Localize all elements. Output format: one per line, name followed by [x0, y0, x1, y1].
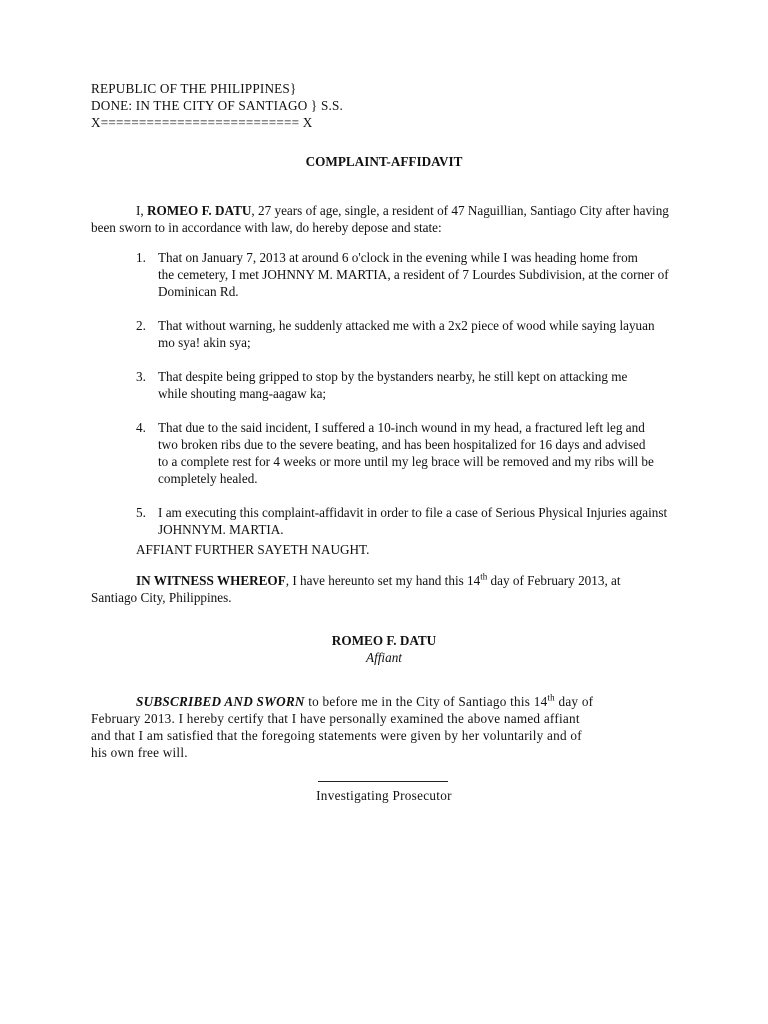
signature-line — [318, 781, 448, 782]
intro-rest: , 27 years of age, single, a resident of 47 Naguillian, Santiago City after having — [251, 203, 669, 218]
item-number: 1. — [136, 250, 146, 265]
caption-line-3: X========================== X — [91, 115, 313, 130]
jurat-line-4: his own free will. — [91, 745, 188, 760]
list-item — [136, 504, 678, 538]
signatory-name: ROMEO F. DATU — [331, 633, 437, 648]
witness-line-2: Santiago City, Philippines. — [91, 590, 232, 605]
item-number: 3. — [136, 369, 146, 384]
affiant-signature-block — [0, 632, 768, 666]
case-caption — [91, 80, 411, 131]
jurat-line-2: February 2013. I hereby certify that I have personally examined the above named affiant — [91, 711, 580, 726]
jurat-sup: th — [547, 692, 555, 703]
item-line: the cemetery, I met JOHNNY M. MARTIA, a resident of 7 Lourdes Subdivision, at the corner of — [158, 267, 669, 282]
item-line: while shouting mang-aagaw ka; — [158, 386, 327, 401]
item-line: I am executing this complaint-affidavit in order to file a case of Serious Physical Injuries against — [158, 505, 668, 520]
item-line: That on January 7, 2013 at around 6 o'clock in the evening while I was heading home from — [158, 250, 638, 265]
jurat-paragraph — [91, 693, 678, 761]
affiant-name: ROMEO F. DATU — [147, 203, 252, 218]
list-item — [136, 368, 678, 402]
item-number: 5. — [136, 505, 146, 520]
item-line: two broken ribs due to the severe beating, and has been hospitalized for 16 days and advised — [158, 437, 646, 452]
intro-line-1 — [91, 202, 678, 219]
document-title: COMPLAINT-AFFIDAVIT — [305, 154, 463, 169]
jurat-line-3: and that I am satisfied that the foregoing statements were given by her voluntarily and of — [91, 728, 582, 743]
intro-pronoun: I, — [136, 203, 144, 218]
statement-list — [136, 249, 678, 538]
jurat-line-1 — [91, 693, 678, 710]
jurat-lead: SUBSCRIBED AND SWORN — [136, 694, 305, 709]
jurat-text-a: to before me in the City of Santiago this 14 — [304, 694, 548, 709]
item-line: That due to the said incident, I suffered a 10-inch wound in my head, a fractured left leg and — [158, 420, 645, 435]
caption-line-2: DONE: IN THE CITY OF SANTIAGO } S.S. — [91, 98, 344, 113]
further-sayeth: AFFIANT FURTHER SAYETH NAUGHT. — [136, 542, 370, 557]
witness-line-1 — [91, 572, 678, 589]
intro-paragraph — [91, 202, 678, 236]
intro-line-2: been sworn to in accordance with law, do hereby depose and state: — [91, 220, 442, 235]
item-line: to a complete rest for 4 weeks or more until my leg brace will be removed and my ribs will be — [158, 454, 654, 469]
item-line: That without warning, he suddenly attacked me with a 2x2 piece of wood while saying layuan — [158, 318, 655, 333]
item-number: 2. — [136, 318, 146, 333]
witness-lead: IN WITNESS WHEREOF — [136, 573, 286, 588]
item-line: completely healed. — [158, 471, 258, 486]
caption-line-1: REPUBLIC OF THE PHILIPPINES} — [91, 81, 297, 96]
item-number: 4. — [136, 420, 146, 435]
item-line: JOHNNYM. MARTIA. — [158, 522, 284, 537]
item-line: That despite being gripped to stop by the bystanders nearby, he still kept on attacking me — [158, 369, 628, 384]
list-item — [136, 419, 678, 487]
item-line: Dominican Rd. — [158, 284, 239, 299]
witness-paragraph — [91, 572, 678, 606]
witness-text-a: , I have hereunto set my hand this 14 — [285, 573, 481, 588]
signatory-role: Affiant — [366, 650, 402, 665]
list-item — [136, 249, 678, 300]
jurat-text-b: day of — [554, 694, 594, 709]
prosecutor-label: Investigating Prosecutor — [316, 788, 452, 803]
witness-text-b: day of February 2013, at — [487, 573, 621, 588]
item-line: mo sya! akin sya; — [158, 335, 251, 350]
witness-sup: th — [480, 571, 488, 582]
list-item — [136, 317, 678, 351]
